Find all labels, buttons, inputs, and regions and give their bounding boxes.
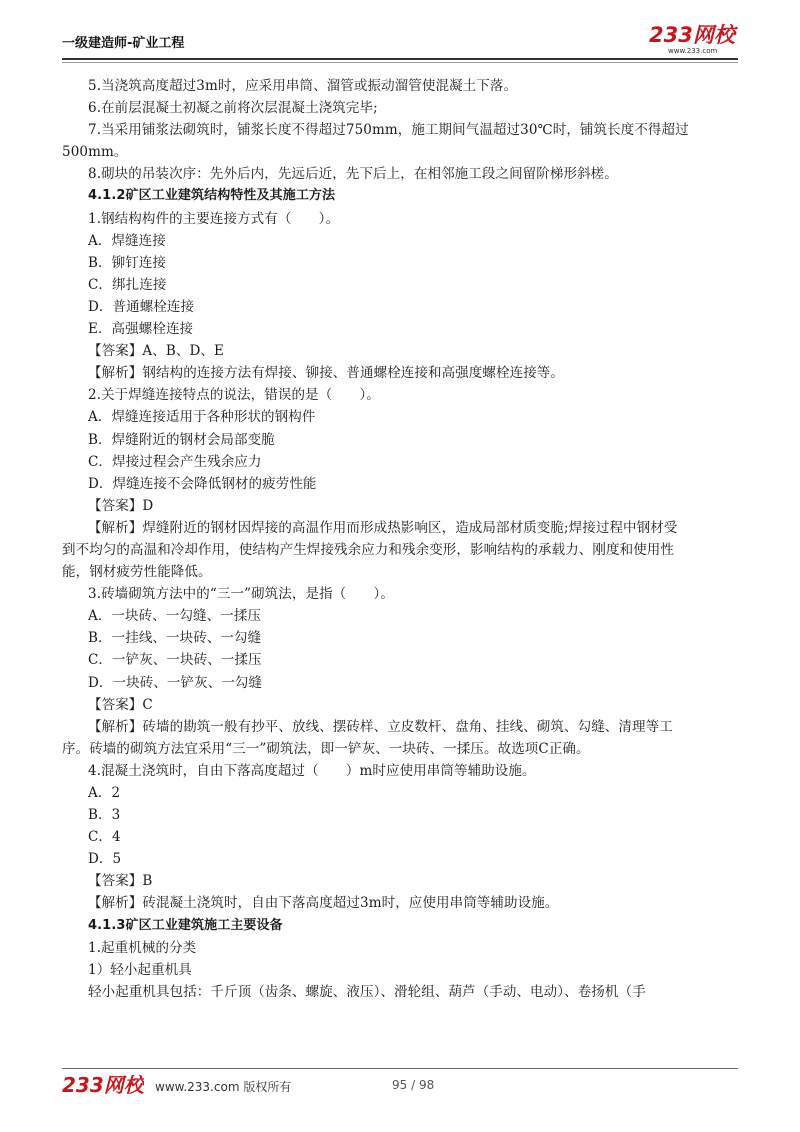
text-line: D．一块砖、一铲灰、一勾缝 xyxy=(88,674,263,691)
text-line: 500mm。 xyxy=(62,144,128,161)
text-line: 轻小起重机具包括：千斤顶（齿条、螺旋、液压）、滑轮组、葫芦（手动、电动）、卷扬机（手 xyxy=(88,983,646,1000)
logo-url: www.233.com xyxy=(668,47,718,55)
document-body xyxy=(62,75,738,1003)
footer-logo[interactable] xyxy=(62,1072,144,1098)
text-line: A．一块砖、一勾缝、一揉压 xyxy=(88,608,262,625)
text-line: E．高强螺栓连接 xyxy=(88,321,194,338)
text-line: 【答案】A、B、D、E xyxy=(88,343,224,360)
header-rule-thin xyxy=(62,62,738,63)
logo-text: 233网校 xyxy=(649,23,735,47)
text-line: C．焊接过程会产生残余应力 xyxy=(88,453,262,470)
text-line: 1.起重机械的分类 xyxy=(88,939,197,956)
text-line: 序。砖墙的砌筑方法宜采用“三一”砌筑法，即一铲灰、一块砖、一揉压。故选项C正确。 xyxy=(62,740,590,757)
text-line: 【答案】C xyxy=(88,696,153,713)
text-line: C．一铲灰、一块砖、一揉压 xyxy=(88,652,262,669)
header-rule xyxy=(62,58,738,60)
footer-logo-text: 233网校 xyxy=(62,1073,144,1097)
text-line: 4.混凝土浇筑时，自由下落高度超过（ ）m时应使用串筒等辅助设施。 xyxy=(88,762,536,779)
text-line: 【解析】焊缝附近的钢材因焊接的高温作用而形成热影响区，造成局部材质变脆;焊接过程中钢材受 xyxy=(88,519,678,536)
text-line: C．4 xyxy=(88,829,121,846)
text-line: A．2 xyxy=(88,785,121,801)
text-line: 【解析】砖混凝土浇筑时，自由下落高度超过3m时，应使用串筒等辅助设施。 xyxy=(88,895,559,912)
text-line: A．焊缝连接 xyxy=(88,232,166,249)
page-header xyxy=(62,22,738,56)
footer-rule xyxy=(62,1068,738,1069)
brand-logo[interactable] xyxy=(648,22,738,56)
header-title: 一级建造师-矿业工程 xyxy=(62,36,185,51)
footer-copyright: www.233.com 版权所有 xyxy=(155,1080,292,1094)
text-line: B．一挂线、一块砖、一勾缝 xyxy=(88,630,262,647)
text-line: 【答案】D xyxy=(88,497,154,514)
text-line: 1.钢结构构件的主要连接方式有（ ）。 xyxy=(88,210,340,227)
text-line: 【解析】砖墙的勘筑一般有抄平、放线、摆砖样、立皮数杆、盘角、挂线、砌筑、勾缝、清理等工 xyxy=(88,718,673,735)
text-line: B．焊缝附近的钢材会局部变脆 xyxy=(88,431,275,448)
text-line: B．铆钉连接 xyxy=(88,254,167,271)
text-line: B．3 xyxy=(88,807,121,824)
text-line: D．5 xyxy=(88,851,122,868)
text-line: 1）轻小起重机具 xyxy=(88,961,192,978)
text-line: 5.当浇筑高度超过3m时，应采用串筒、溜管或振动溜管使混凝土下落。 xyxy=(88,78,518,94)
text-line: C．绑扎连接 xyxy=(88,276,167,293)
text-line: 6.在前层混凝土初凝之前将次层混凝土浇筑完毕; xyxy=(88,100,378,117)
section-heading: 4.1.2矿区工业建筑结构特性及其施工方法 xyxy=(88,188,336,204)
text-line: 能，钢材疲劳性能降低。 xyxy=(62,564,212,581)
text-line: D．普通螺栓连接 xyxy=(88,298,195,315)
page-footer xyxy=(62,1070,738,1100)
text-line: 3.砖墙砌筑方法中的“三一”砌筑法，是指（ ）。 xyxy=(88,586,394,603)
page-number: 95 / 98 xyxy=(392,1078,435,1092)
text-line: 2.关于焊缝连接特点的说法，错误的是（ ）。 xyxy=(88,387,380,404)
section-heading: 4.1.3矿区工业建筑施工主要设备 xyxy=(88,917,283,933)
text-line: 8.砌块的吊装次序：先外后内，先远后近，先下后上，在相邻施工段之间留阶梯形斜槎。 xyxy=(88,166,618,183)
text-line: 【答案】B xyxy=(88,873,153,890)
text-line: 7.当采用铺浆法砌筑时，铺浆长度不得超过750mm，施工期间气温超过30℃时，铺筑长度不得超过 xyxy=(88,122,689,139)
text-line: 【解析】钢结构的连接方法有焊接、铆接、普通螺栓连接和高强度螺栓连接等。 xyxy=(88,365,564,382)
text-line: 到不均匀的高温和冷却作用，使结构产生焊接残余应力和残余变形，影响结构的承载力、刚度和使用性 xyxy=(62,541,674,558)
text-line: A．焊缝连接适用于各种形状的钢构件 xyxy=(88,409,316,426)
text-line: D．焊缝连接不会降低钢材的疲劳性能 xyxy=(88,475,317,492)
